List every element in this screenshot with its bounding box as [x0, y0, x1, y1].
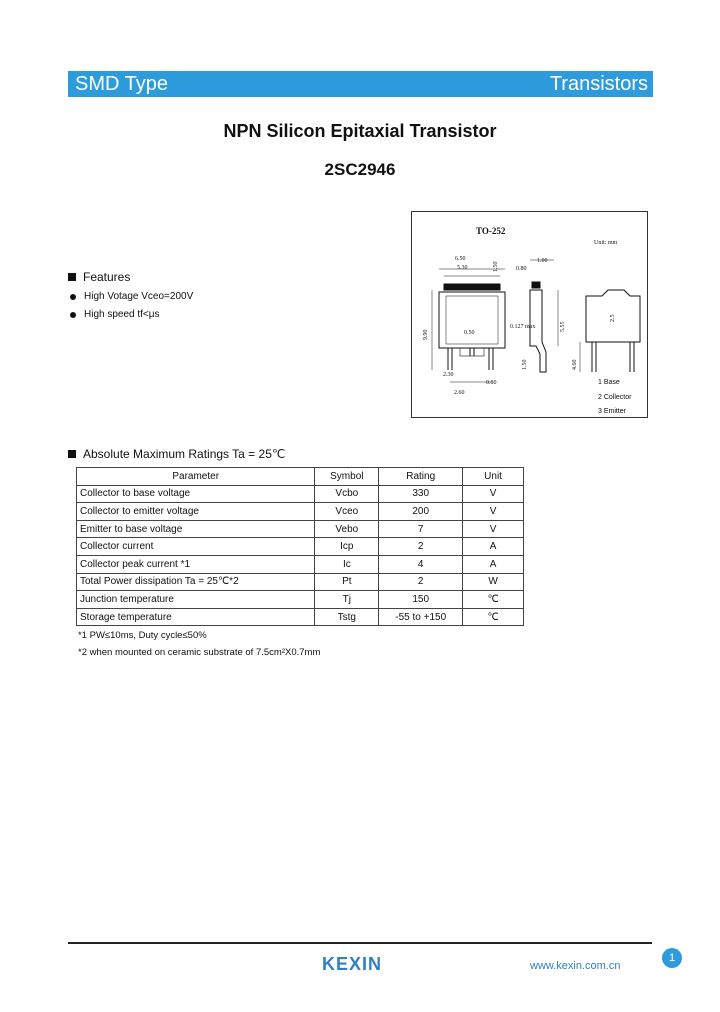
side-view [530, 260, 558, 372]
pin-3: 3 Emitter [598, 408, 627, 415]
square-bullet-icon [68, 450, 76, 458]
page-number: 1 [662, 948, 682, 968]
table-row [77, 591, 524, 609]
cell-rating: 7 [379, 520, 463, 538]
dim-12: 2.60 [454, 390, 465, 396]
cell-symbol: Pt [315, 573, 379, 591]
table-row [77, 608, 524, 626]
pin-2: 2 Collector [598, 394, 632, 401]
col-header-symbol: Symbol [315, 468, 379, 486]
package-name: TO-252 [476, 226, 506, 236]
table-row [77, 520, 524, 538]
top-view [432, 269, 505, 382]
dim-11: 2.5 [610, 314, 616, 322]
dim-1: 6.50 [455, 256, 466, 262]
dim-9: 5.55 [560, 321, 566, 332]
feature-item [70, 291, 193, 302]
cell-symbol: Vceo [315, 503, 379, 521]
cell-unit: A [463, 538, 524, 556]
cell-rating: 2 [379, 573, 463, 591]
dim-13: 0.80 [486, 380, 497, 386]
header-category: SMD Type [75, 73, 168, 95]
table-row [77, 555, 524, 573]
dim-6: 9.90 [423, 329, 429, 340]
feature-text: High Votage Vceo=200V [84, 291, 194, 302]
cell-unit: W [463, 573, 524, 591]
dim-7: 0.80 [516, 266, 527, 272]
ratings-heading [68, 447, 285, 461]
part-number: 2SC2946 [324, 160, 396, 179]
footer-divider [68, 942, 652, 944]
cell-unit: V [463, 503, 524, 521]
website-link[interactable]: www.kexin.com.cn [530, 960, 621, 972]
cell-parameter: Storage temperature [77, 608, 315, 626]
ratings-table [76, 467, 524, 626]
cell-parameter: Collector to base voltage [77, 485, 315, 503]
table-header-row [77, 468, 524, 486]
feature-item [70, 309, 160, 320]
dim-2: 5.30 [457, 265, 468, 271]
dim-4: 2.30 [443, 372, 454, 378]
cell-rating: 150 [379, 591, 463, 609]
cell-parameter: Collector peak current *1 [77, 555, 315, 573]
table-row [77, 538, 524, 556]
cell-symbol: Ic [315, 555, 379, 573]
features-heading [68, 270, 130, 284]
dim-10: 1.50 [522, 359, 528, 370]
cell-rating: 330 [379, 485, 463, 503]
header-banner [68, 71, 653, 97]
col-header-unit: Unit [463, 468, 524, 486]
cell-parameter: Collector to emitter voltage [77, 503, 315, 521]
front-view [580, 290, 640, 372]
cell-symbol: Vebo [315, 520, 379, 538]
document-title: NPN Silicon Epitaxial Transistor [223, 121, 497, 141]
col-header-parameter: Parameter [77, 468, 315, 486]
dim-8: 0.127 max [510, 324, 536, 330]
cell-rating: 2 [379, 538, 463, 556]
package-unit: Unit: mm [594, 240, 618, 246]
header-type: Transistors [549, 73, 648, 95]
dim-15: 4.60 [572, 359, 578, 370]
dim-5: 0.50 [464, 330, 475, 336]
pin-1: 1 Base [598, 379, 620, 386]
ratings-heading-text: Absolute Maximum Ratings Ta = 25℃ [83, 447, 286, 461]
kexin-logo: KEXIN [322, 954, 383, 974]
package-drawing [411, 211, 648, 418]
cell-unit: V [463, 485, 524, 503]
cell-symbol: Icp [315, 538, 379, 556]
cell-symbol: Tj [315, 591, 379, 609]
bullet-dot-icon [70, 294, 76, 300]
cell-parameter: Emitter to base voltage [77, 520, 315, 538]
cell-unit: A [463, 555, 524, 573]
features-heading-text: Features [83, 270, 131, 284]
dim-3: 1.50 [493, 261, 499, 272]
cell-unit: V [463, 520, 524, 538]
cell-parameter: Total Power dissipation Ta = 25℃*2 [77, 573, 315, 591]
table-row [77, 503, 524, 521]
cell-parameter: Collector current [77, 538, 315, 556]
table-row [77, 485, 524, 503]
cell-unit: ℃ [463, 608, 524, 626]
table-row [77, 573, 524, 591]
square-bullet-icon [68, 273, 76, 281]
cell-symbol: Vcbo [315, 485, 379, 503]
col-header-rating: Rating [379, 468, 463, 486]
cell-parameter: Junction temperature [77, 591, 315, 609]
cell-unit: ℃ [463, 591, 524, 609]
cell-rating: 4 [379, 555, 463, 573]
footnote-1: *1 PW≤10ms, Duty cycle≤50% [78, 630, 207, 641]
cell-rating: -55 to +150 [379, 608, 463, 626]
footnote-2: *2 when mounted on ceramic substrate of 7.5cm²X0.7mm [78, 647, 321, 658]
bullet-dot-icon [70, 312, 76, 318]
cell-rating: 200 [379, 503, 463, 521]
dim-14: 1.00 [537, 258, 548, 264]
cell-symbol: Tstg [315, 608, 379, 626]
feature-text: High speed tf<μs [84, 309, 160, 320]
